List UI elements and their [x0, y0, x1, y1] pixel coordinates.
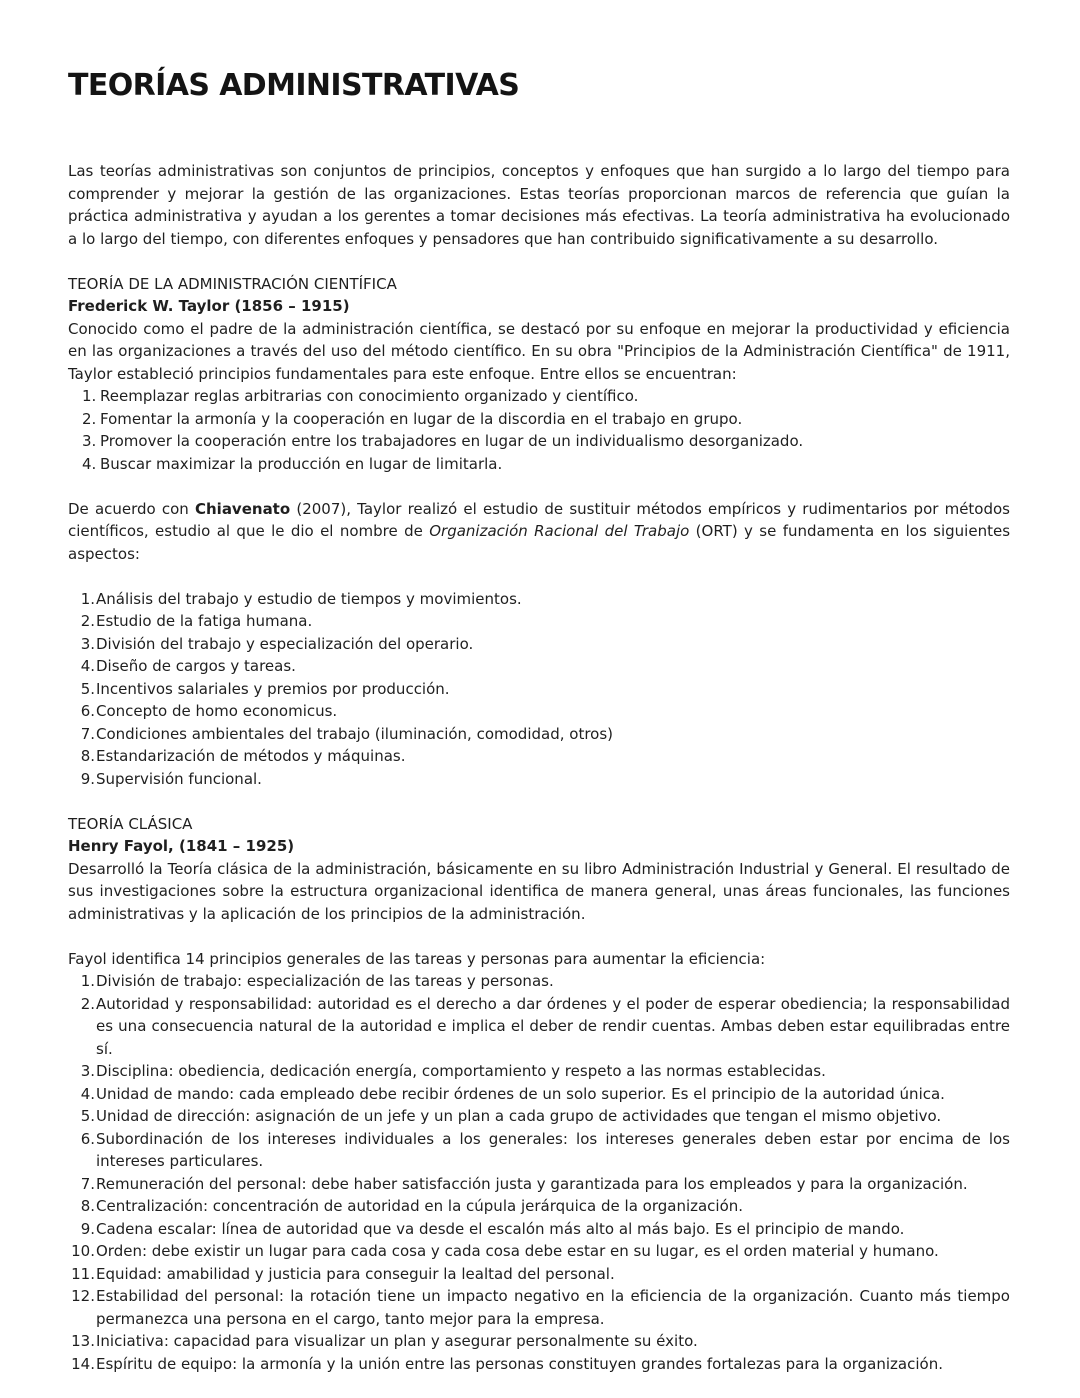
list-item: 6. Concepto de homo economicus. [80, 702, 338, 720]
list-item: 8. Estandarización de métodos y máquinas. [80, 747, 406, 765]
taylor-paragraph: Conocido como el padre de la administración científica, se destacó por su enfoque en mejorar la productividad y eficiencia en las organizaciones a través del uso del método científico. En su obra "Principios de la Administración Científica" de 1911, Taylor estableció principios fundamentales para este enfoque. Entre ellos se encuentran: [68, 319, 1010, 383]
list-item: 4. Unidad de mando: cada empleado debe recibir órdenes de un solo superior. Es el principio de la autoridad única. [80, 1084, 945, 1103]
list-item: 11. Equidad: amabilidad y justicia para conseguir la lealtad del personal. [71, 1264, 615, 1283]
taylor-principles-list [68, 385, 1010, 475]
list-item: 2. Autoridad y responsabilidad: autoridad es el derecho a dar órdenes y el poder de esperar obediencia; la responsabilidad es una consecuencia natural de la autoridad e implica el deber de rendir cuentas. Ambas deben estar equilibradas entre sí. [80, 994, 1010, 1058]
taylor-author: Frederick W. Taylor (1856 – 1915) [68, 297, 350, 315]
list-item: 13. Iniciativa: capacidad para visualizar un plan y asegurar personalmente su éxito. [71, 1332, 698, 1350]
list-item: 4. Buscar maximizar la producción en lugar de limitarla. [82, 454, 503, 473]
scientific-heading: TEORÍA DE LA ADMINISTRACIÓN CIENTÍFICA [68, 274, 397, 293]
classical-heading: TEORÍA CLÁSICA [68, 814, 193, 833]
list-item: 10. Orden: debe existir un lugar para cada cosa y cada cosa debe estar en su lugar, es el orden material y humano. [71, 1242, 939, 1260]
list-item: 3. División del trabajo y especialización del operario. [80, 634, 474, 653]
document-body [68, 160, 1010, 1375]
list-item: 8. Centralización: concentración de autoridad en la cúpula jerárquica de la organización. [80, 1197, 744, 1215]
list-item: 2. Fomentar la armonía y la cooperación en lugar de la discordia en el trabajo en grupo. [82, 409, 743, 428]
fayol-paragraph: Desarrolló la Teoría clásica de la administración, básicamente en su libro Administración Industrial y General. El resultado de sus investigaciones sobre la estructura organizacional identifica de manera general, unas áreas funcionales, las funciones administrativas y la aplicación de los principios de la administración. [68, 859, 1010, 923]
fayol-principles-list [68, 970, 1010, 1375]
list-item: 1. Reemplazar reglas arbitrarias con conocimiento organizado y científico. [82, 387, 639, 405]
fayol-author: Henry Fayol, (1841 – 1925) [68, 837, 295, 855]
list-item: 4. Diseño de cargos y tareas. [80, 657, 296, 675]
page-title: TEORÍAS ADMINISTRATIVAS [68, 68, 520, 103]
list-item: 7. Condiciones ambientales del trabajo (iluminación, comodidad, otros) [80, 724, 614, 743]
list-item: 7. Remuneración del personal: debe haber satisfacción justa y garantizada para los empleados y para la organización. [80, 1174, 968, 1193]
ort-paragraph: De acuerdo con Chiavenato (2007), Taylor realizó el estudio de sustituir métodos empíricos y rudimentarios por métodos científicos, estudio al que le dio el nombre de Organización Racional del Trabajo (ORT) y se fundamenta en los siguientes aspectos: [68, 499, 1011, 563]
list-item: 1. División de trabajo: especialización de las tareas y personas. [80, 972, 554, 990]
ort-aspects-list [68, 588, 1010, 791]
list-item: 14. Espíritu de equipo: la armonía y la unión entre las personas constituyen grandes fortalezas para la organización. [71, 1354, 943, 1373]
list-item: 5. Incentivos salariales y premios por producción. [80, 679, 450, 698]
list-item: 5. Unidad de dirección: asignación de un jefe y un plan a cada grupo de actividades que tengan el mismo objetivo. [80, 1107, 942, 1125]
list-item: 9. Supervisión funcional. [80, 769, 262, 788]
list-item: 3. Promover la cooperación entre los trabajadores en lugar de un individualismo desorganizado. [82, 432, 804, 450]
fayol-lead: Fayol identifica 14 principios generales de las tareas y personas para aumentar la eficiencia: [68, 949, 766, 968]
list-item: 6. Subordinación de los intereses individuales a los generales: los intereses generales deben estar por encima de los intereses particulares. [80, 1129, 1010, 1170]
list-item: 9. Cadena escalar: línea de autoridad que va desde el escalón más alto al más bajo. Es el principio de mando. [80, 1219, 905, 1238]
list-item: 12. Estabilidad del personal: la rotación tiene un impacto negativo en la eficiencia de la organización. Cuanto más tiempo permanezca una persona en el cargo, tanto mejor para la empresa. [71, 1287, 1010, 1328]
list-item: 2. Estudio de la fatiga humana. [80, 612, 313, 630]
intro-paragraph: Las teorías administrativas son conjuntos de principios, conceptos y enfoques que han surgido a lo largo del tiempo para comprender y mejorar la gestión de las organizaciones. Estas teorías proporcionan marcos de referencia que guían la práctica administrativa y ayudan a los gerentes a tomar decisiones más efectivas. La teoría administrativa ha evolucionado a lo largo del tiempo, con diferentes enfoques y pensadores que han contribuido significativamente a su desarrollo. [68, 162, 1010, 248]
list-item: 1. Análisis del trabajo y estudio de tiempos y movimientos. [80, 589, 522, 608]
list-item: 3. Disciplina: obediencia, dedicación energía, comportamiento y respeto a las normas establecidas. [80, 1062, 826, 1080]
